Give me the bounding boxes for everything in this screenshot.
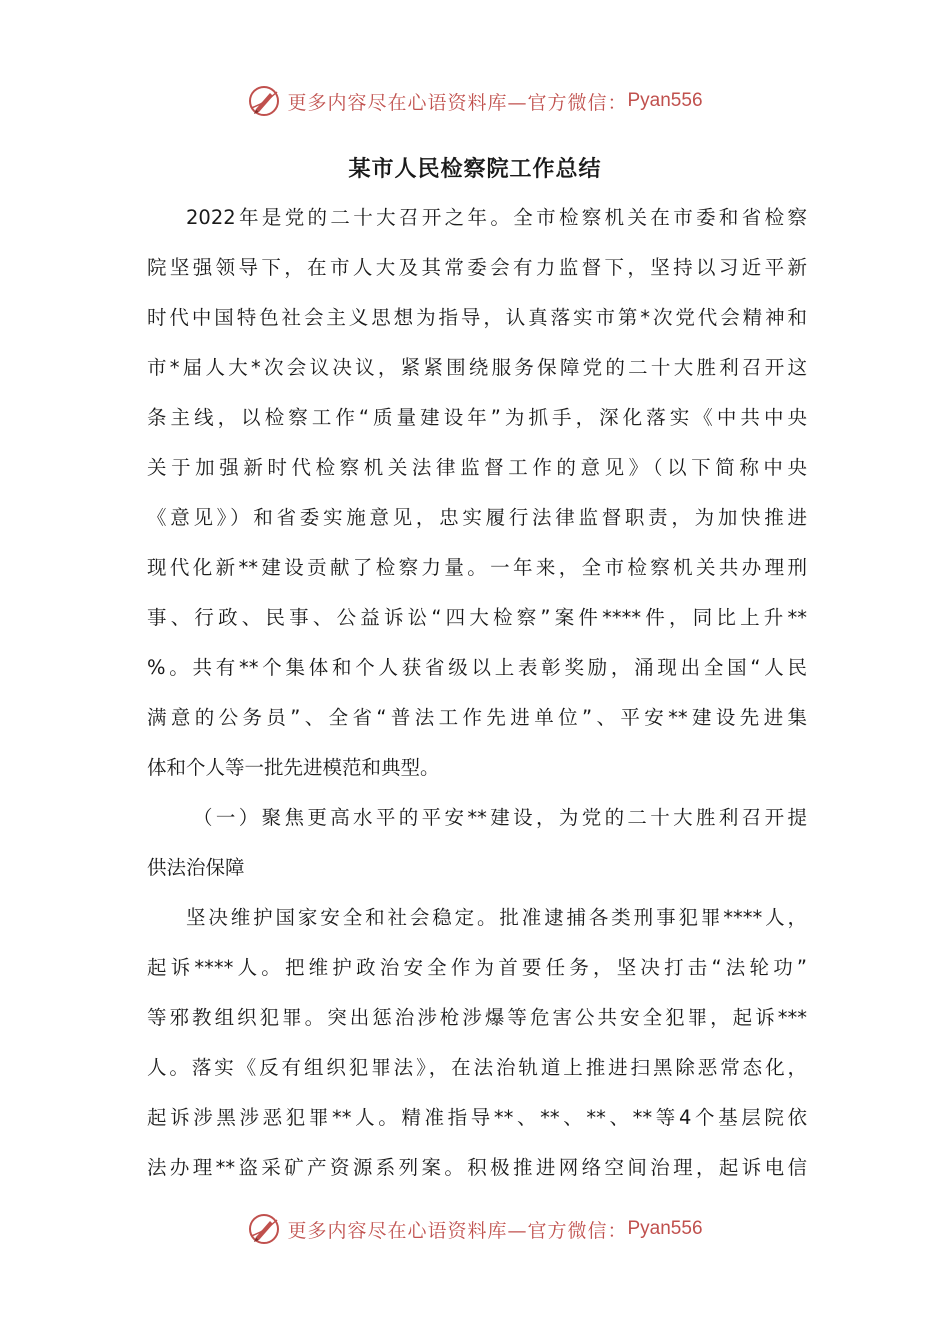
text-line: 事、行政、民事、公益诉讼“四大检察”案件****件，同比上升** <box>147 606 807 629</box>
watermark-wechat-id: Pyan556 <box>627 90 703 111</box>
text-line: 等邪教组织犯罪。突出惩治涉枪涉爆等危害公共安全犯罪，起诉*** <box>147 1006 807 1029</box>
text-line: 时代中国特色社会主义思想为指导，认真落实市第*次党代会精神和 <box>147 306 807 329</box>
document-title: 某市人民检察院工作总结 <box>348 156 602 182</box>
text-line: 法办理**盗采矿产资源系列案。积极推进网络空间治理，起诉电信 <box>147 1156 807 1179</box>
watermark-header <box>0 84 950 118</box>
text-line: 条主线，以检察工作“质量建设年”为抓手，深化落实《中共中央 <box>147 406 807 429</box>
text-line: 起诉涉黑涉恶犯罪**人。精准指导**、**、**、**等4个基层院依 <box>147 1106 807 1129</box>
watermark-text: 更多内容尽在心语资料库—官方微信： <box>287 91 628 114</box>
watermark-footer <box>0 1212 950 1246</box>
text-line: 现代化新**建设贡献了检察力量。一年来，全市检察机关共办理刑 <box>147 556 807 579</box>
text-line: 关于加强新时代检察机关法律监督工作的意见》（以下简称中央 <box>147 456 807 479</box>
pen-circle-logo-icon <box>247 1212 281 1246</box>
text-line: 院坚强领导下，在市人大及其常委会有力监督下，坚持以习近平新 <box>147 256 807 279</box>
text-line: 体和个人等一批先进模范和典型。 <box>147 756 440 779</box>
text-line: %。共有**个集体和个人获省级以上表彰奖励，涌现出全国“人民 <box>147 656 807 679</box>
text-line: 2022年是党的二十大召开之年。全市检察机关在市委和省检察 <box>186 206 807 229</box>
text-line: 满意的公务员”、全省“普法工作先进单位”、平安**建设先进集 <box>147 706 807 729</box>
text-line: 人。落实《反有组织犯罪法》，在法治轨道上推进扫黑除恶常态化， <box>147 1056 807 1079</box>
text-line: 《意见》）和省委实施意见，忠实履行法律监督职责，为加快推进 <box>147 506 807 529</box>
text-line: 起诉****人。把维护政治安全作为首要任务，坚决打击“法轮功” <box>147 956 807 979</box>
section-heading-line: （一）聚焦更高水平的平安**建设，为党的二十大胜利召开提 <box>193 806 807 829</box>
section-heading-line: 供法治保障 <box>147 856 245 879</box>
watermark-wechat-id: Pyan556 <box>627 1218 703 1239</box>
text-line: 坚决维护国家安全和社会稳定。批准逮捕各类刑事犯罪****人， <box>186 906 807 929</box>
document-body <box>147 193 807 1193</box>
watermark-text: 更多内容尽在心语资料库—官方微信： <box>287 1219 628 1242</box>
pen-circle-logo-icon <box>247 84 281 118</box>
text-line: 市*届人大*次会议决议，紧紧围绕服务保障党的二十大胜利召开这 <box>147 356 807 379</box>
